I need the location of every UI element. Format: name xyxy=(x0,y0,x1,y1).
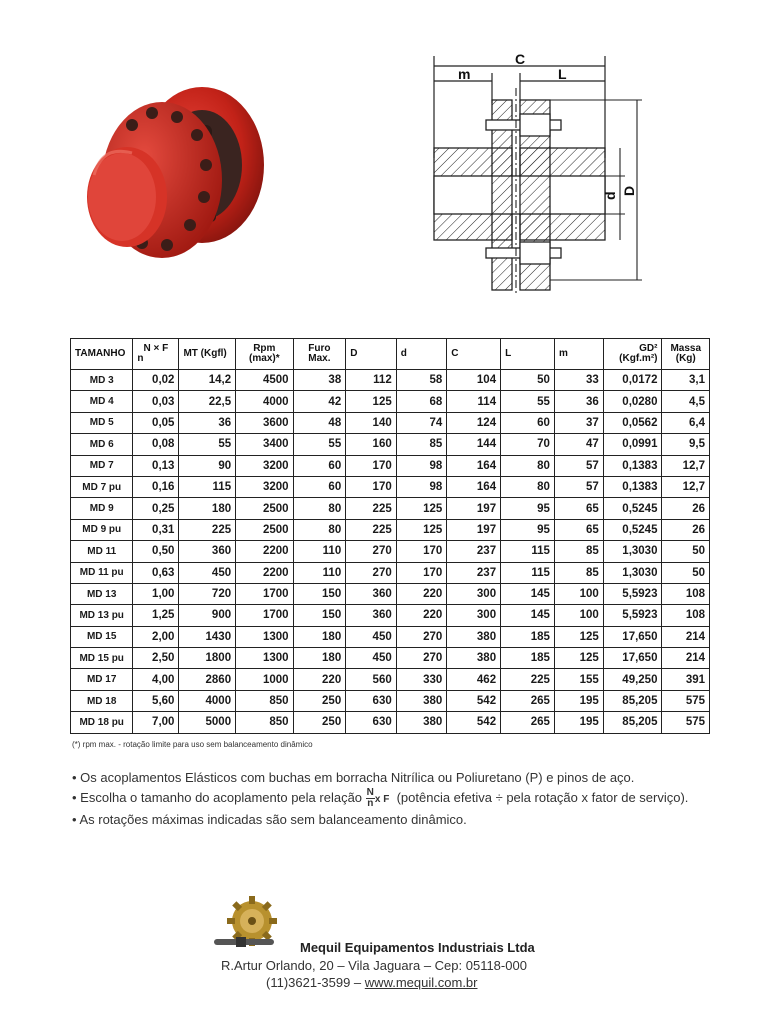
table-cell: 380 xyxy=(447,626,501,647)
table-cell: 220 xyxy=(293,669,346,690)
table-cell-tamanho: MD 11 xyxy=(71,541,133,562)
table-cell: 5,60 xyxy=(133,690,179,711)
note-item-rotation: • As rotações máximas indicadas são sem balanceamento dinâmico. xyxy=(72,810,688,830)
header-m: m xyxy=(554,339,603,370)
table-cell: 0,25 xyxy=(133,498,179,519)
table-cell: 0,1383 xyxy=(603,455,662,476)
table-cell-tamanho: MD 9 xyxy=(71,498,133,519)
table-cell: 155 xyxy=(554,669,603,690)
company-website-link[interactable]: www.mequil.com.br xyxy=(364,975,478,990)
header-c: C xyxy=(447,339,501,370)
table-cell: 60 xyxy=(293,455,346,476)
table-cell: 36 xyxy=(554,391,603,412)
header-nxf-top: N × F xyxy=(143,342,169,354)
table-cell: 115 xyxy=(501,562,555,583)
table-cell: 850 xyxy=(236,712,293,733)
table-cell-tamanho: MD 13 pu xyxy=(71,605,133,626)
table-cell: 42 xyxy=(293,391,346,412)
table-cell: 85 xyxy=(554,562,603,583)
table-cell-tamanho: MD 15 pu xyxy=(71,648,133,669)
mequil-gear-logo xyxy=(210,895,280,955)
table-row xyxy=(71,455,710,476)
table-cell: 2,50 xyxy=(133,648,179,669)
table-cell: 37 xyxy=(554,412,603,433)
table-cell: 4000 xyxy=(236,391,293,412)
table-cell: 50 xyxy=(662,541,710,562)
table-cell: 225 xyxy=(501,669,555,690)
table-cell: 164 xyxy=(447,455,501,476)
header-d-small: d xyxy=(396,339,447,370)
table-cell: 85,205 xyxy=(603,712,662,733)
table-cell: 2500 xyxy=(236,519,293,540)
table-cell: 57 xyxy=(554,455,603,476)
table-cell: 300 xyxy=(447,605,501,626)
header-furo: Furo Max. xyxy=(293,339,346,370)
table-cell: 115 xyxy=(179,476,236,497)
table-cell: 170 xyxy=(396,541,447,562)
table-cell: 55 xyxy=(293,434,346,455)
table-cell: 1430 xyxy=(179,626,236,647)
table-row xyxy=(71,648,710,669)
table-cell: 1,3030 xyxy=(603,562,662,583)
table-cell: 270 xyxy=(396,648,447,669)
table-cell: 90 xyxy=(179,455,236,476)
table-cell: 125 xyxy=(396,498,447,519)
company-address: R.Artur Orlando, 20 – Vila Jaguara – Cep: 05118-000 xyxy=(221,958,527,973)
table-cell: 542 xyxy=(447,690,501,711)
table-cell: 160 xyxy=(346,434,397,455)
table-cell: 26 xyxy=(662,498,710,519)
table-cell: 108 xyxy=(662,605,710,626)
footnote-rpm: (*) rpm max. - rotação limite para uso sem balanceamento dinâmico xyxy=(72,740,313,749)
table-cell: 3200 xyxy=(236,455,293,476)
table-cell: 50 xyxy=(662,562,710,583)
table-cell: 98 xyxy=(396,476,447,497)
company-contact xyxy=(266,975,478,990)
table-cell: 220 xyxy=(396,583,447,604)
table-row xyxy=(71,391,710,412)
table-cell: 265 xyxy=(501,712,555,733)
table-cell: 380 xyxy=(447,648,501,669)
table-cell: 38 xyxy=(293,370,346,391)
formula-fraction xyxy=(366,788,375,809)
table-cell: 330 xyxy=(396,669,447,690)
table-row xyxy=(71,562,710,583)
table-cell: 2200 xyxy=(236,541,293,562)
table-cell: 300 xyxy=(447,583,501,604)
table-cell: 575 xyxy=(662,712,710,733)
table-cell: 5,5923 xyxy=(603,583,662,604)
header-nxf-bottom: n xyxy=(137,353,144,364)
table-cell: 65 xyxy=(554,519,603,540)
table-cell: 560 xyxy=(346,669,397,690)
note-item-material: • Os acoplamentos Elásticos com buchas em borracha Nitrílica ou Poliuretano (P) e pinos de aço. xyxy=(72,768,688,788)
table-cell: 214 xyxy=(662,648,710,669)
dimension-label-d-small: d xyxy=(602,191,618,200)
table-cell: 49,250 xyxy=(603,669,662,690)
header-mt: MT (Kgfl) xyxy=(179,339,236,370)
table-cell: 237 xyxy=(447,562,501,583)
header-tamanho: TAMANHO xyxy=(71,339,133,370)
table-cell: 1800 xyxy=(179,648,236,669)
table-cell: 145 xyxy=(501,583,555,604)
table-cell: 58 xyxy=(396,370,447,391)
table-cell: 3400 xyxy=(236,434,293,455)
table-cell: 124 xyxy=(447,412,501,433)
table-cell: 60 xyxy=(501,412,555,433)
table-cell-tamanho: MD 7 pu xyxy=(71,476,133,497)
table-cell: 1,25 xyxy=(133,605,179,626)
table-cell: 1300 xyxy=(236,626,293,647)
table-cell: 237 xyxy=(447,541,501,562)
table-cell: 0,0280 xyxy=(603,391,662,412)
table-cell: 197 xyxy=(447,519,501,540)
table-cell: 164 xyxy=(447,476,501,497)
table-cell: 50 xyxy=(501,370,555,391)
table-cell: 68 xyxy=(396,391,447,412)
table-cell: 0,0172 xyxy=(603,370,662,391)
table-cell: 4000 xyxy=(179,690,236,711)
table-cell: 2500 xyxy=(236,498,293,519)
table-cell: 140 xyxy=(346,412,397,433)
table-cell: 4,00 xyxy=(133,669,179,690)
table-cell: 5000 xyxy=(179,712,236,733)
table-cell: 250 xyxy=(293,712,346,733)
table-cell: 180 xyxy=(179,498,236,519)
table-cell: 114 xyxy=(447,391,501,412)
table-cell: 720 xyxy=(179,583,236,604)
table-row xyxy=(71,605,710,626)
coupling-photo xyxy=(82,85,272,270)
table-cell: 150 xyxy=(293,583,346,604)
table-cell: 542 xyxy=(447,712,501,733)
table-cell: 0,05 xyxy=(133,412,179,433)
table-cell: 65 xyxy=(554,498,603,519)
table-cell: 265 xyxy=(501,690,555,711)
table-cell: 12,7 xyxy=(662,455,710,476)
note-selection-text: Escolha o tamanho do acoplamento pela relação xyxy=(80,790,363,805)
header-nxf xyxy=(133,339,179,370)
table-cell: 1000 xyxy=(236,669,293,690)
table-cell: 170 xyxy=(346,476,397,497)
table-cell: 185 xyxy=(501,626,555,647)
table-cell: 55 xyxy=(501,391,555,412)
table-cell: 33 xyxy=(554,370,603,391)
table-cell: 0,5245 xyxy=(603,498,662,519)
table-cell: 170 xyxy=(396,562,447,583)
table-cell: 2860 xyxy=(179,669,236,690)
table-cell: 3,1 xyxy=(662,370,710,391)
table-cell: 270 xyxy=(396,626,447,647)
dimension-label-c: C xyxy=(515,51,526,67)
table-cell: 85 xyxy=(554,541,603,562)
table-cell: 80 xyxy=(501,476,555,497)
table-cell: 360 xyxy=(346,605,397,626)
table-cell: 630 xyxy=(346,690,397,711)
table-cell: 2,00 xyxy=(133,626,179,647)
header-massa: Massa (Kg) xyxy=(662,339,710,370)
table-cell: 125 xyxy=(554,648,603,669)
table-cell: 1700 xyxy=(236,583,293,604)
table-cell: 85 xyxy=(396,434,447,455)
table-row xyxy=(71,583,710,604)
table-cell: 150 xyxy=(293,605,346,626)
table-cell: 270 xyxy=(346,562,397,583)
company-phone: (11)3621-3599 – xyxy=(266,975,362,990)
table-cell: 47 xyxy=(554,434,603,455)
table-cell: 104 xyxy=(447,370,501,391)
table-cell: 450 xyxy=(346,626,397,647)
table-cell: 70 xyxy=(501,434,555,455)
table-cell: 12,7 xyxy=(662,476,710,497)
table-row xyxy=(71,498,710,519)
table-cell: 380 xyxy=(396,690,447,711)
table-cell: 225 xyxy=(346,498,397,519)
formula-factor: x F xyxy=(374,794,390,805)
dimension-label-d-large: D xyxy=(621,185,637,196)
table-row xyxy=(71,669,710,690)
table-cell: 575 xyxy=(662,690,710,711)
table-cell: 125 xyxy=(346,391,397,412)
table-cell: 4500 xyxy=(236,370,293,391)
table-cell: 1300 xyxy=(236,648,293,669)
table-cell: 6,4 xyxy=(662,412,710,433)
table-cell-tamanho: MD 3 xyxy=(71,370,133,391)
table-cell: 100 xyxy=(554,583,603,604)
table-cell: 360 xyxy=(346,583,397,604)
table-cell: 185 xyxy=(501,648,555,669)
table-cell-tamanho: MD 4 xyxy=(71,391,133,412)
table-cell: 60 xyxy=(293,476,346,497)
table-cell: 36 xyxy=(179,412,236,433)
table-cell: 57 xyxy=(554,476,603,497)
table-cell: 5,5923 xyxy=(603,605,662,626)
table-cell: 17,650 xyxy=(603,648,662,669)
table-cell-tamanho: MD 13 xyxy=(71,583,133,604)
table-cell: 1,00 xyxy=(133,583,179,604)
table-cell: 0,1383 xyxy=(603,476,662,497)
table-cell: 360 xyxy=(179,541,236,562)
table-cell: 250 xyxy=(293,690,346,711)
table-cell: 9,5 xyxy=(662,434,710,455)
table-cell: 450 xyxy=(346,648,397,669)
dimension-label-l: L xyxy=(558,66,567,82)
table-cell-tamanho: MD 6 xyxy=(71,434,133,455)
table-cell: 225 xyxy=(346,519,397,540)
table-row xyxy=(71,476,710,497)
table-cell-tamanho: MD 9 pu xyxy=(71,519,133,540)
table-cell: 270 xyxy=(346,541,397,562)
dimension-label-m: m xyxy=(458,66,471,82)
table-cell: 0,31 xyxy=(133,519,179,540)
table-cell: 197 xyxy=(447,498,501,519)
table-cell: 0,03 xyxy=(133,391,179,412)
table-header-row xyxy=(71,339,710,370)
table-row xyxy=(71,519,710,540)
table-cell: 3200 xyxy=(236,476,293,497)
table-cell: 4,5 xyxy=(662,391,710,412)
table-cell: 0,02 xyxy=(133,370,179,391)
table-row xyxy=(71,626,710,647)
table-cell: 125 xyxy=(396,519,447,540)
specifications-table xyxy=(70,338,710,734)
table-cell: 144 xyxy=(447,434,501,455)
company-name: Mequil Equipamentos Industriais Ltda xyxy=(300,940,535,955)
table-cell: 630 xyxy=(346,712,397,733)
table-cell: 1,3030 xyxy=(603,541,662,562)
table-cell: 0,0991 xyxy=(603,434,662,455)
table-cell: 110 xyxy=(293,562,346,583)
table-cell: 0,13 xyxy=(133,455,179,476)
table-cell: 145 xyxy=(501,605,555,626)
table-cell: 7,00 xyxy=(133,712,179,733)
header-d-large: D xyxy=(346,339,397,370)
table-row xyxy=(71,412,710,433)
table-cell: 55 xyxy=(179,434,236,455)
table-cell: 225 xyxy=(179,519,236,540)
table-row xyxy=(71,712,710,733)
table-cell: 110 xyxy=(293,541,346,562)
table-cell: 380 xyxy=(396,712,447,733)
table-cell-tamanho: MD 5 xyxy=(71,412,133,433)
table-cell: 95 xyxy=(501,498,555,519)
table-cell: 180 xyxy=(293,648,346,669)
table-cell: 80 xyxy=(501,455,555,476)
table-cell: 98 xyxy=(396,455,447,476)
table-cell: 115 xyxy=(501,541,555,562)
table-cell: 850 xyxy=(236,690,293,711)
header-l: L xyxy=(501,339,555,370)
table-cell: 900 xyxy=(179,605,236,626)
table-row xyxy=(71,541,710,562)
table-cell: 1700 xyxy=(236,605,293,626)
table-cell: 17,650 xyxy=(603,626,662,647)
coupling-technical-drawing xyxy=(420,48,650,298)
note-selection-explanation: (potência efetiva ÷ pela rotação x fator de serviço). xyxy=(396,790,689,805)
table-cell: 0,50 xyxy=(133,541,179,562)
table-cell-tamanho: MD 11 pu xyxy=(71,562,133,583)
header-gd: GD² (Kgf.m²) xyxy=(603,339,662,370)
table-cell: 112 xyxy=(346,370,397,391)
table-cell-tamanho: MD 18 pu xyxy=(71,712,133,733)
table-cell-tamanho: MD 18 xyxy=(71,690,133,711)
table-cell: 80 xyxy=(293,498,346,519)
table-cell: 0,16 xyxy=(133,476,179,497)
formula-denominator: n xyxy=(367,798,374,810)
table-cell: 0,0562 xyxy=(603,412,662,433)
table-row xyxy=(71,690,710,711)
formula-numerator: N xyxy=(366,787,374,799)
table-cell-tamanho: MD 7 xyxy=(71,455,133,476)
table-cell: 0,5245 xyxy=(603,519,662,540)
table-cell: 108 xyxy=(662,583,710,604)
table-cell: 170 xyxy=(346,455,397,476)
table-row xyxy=(71,434,710,455)
table-cell: 85,205 xyxy=(603,690,662,711)
table-cell-tamanho: MD 17 xyxy=(71,669,133,690)
table-cell: 3600 xyxy=(236,412,293,433)
table-cell: 2200 xyxy=(236,562,293,583)
table-cell: 125 xyxy=(554,626,603,647)
table-cell: 195 xyxy=(554,712,603,733)
table-body xyxy=(71,370,710,734)
table-cell: 74 xyxy=(396,412,447,433)
table-cell: 22,5 xyxy=(179,391,236,412)
table-row xyxy=(71,370,710,391)
table-cell: 26 xyxy=(662,519,710,540)
table-cell: 14,2 xyxy=(179,370,236,391)
table-cell: 100 xyxy=(554,605,603,626)
table-cell: 195 xyxy=(554,690,603,711)
table-cell: 180 xyxy=(293,626,346,647)
table-cell: 214 xyxy=(662,626,710,647)
table-cell: 48 xyxy=(293,412,346,433)
header-rpm: Rpm (max)* xyxy=(236,339,293,370)
note-item-selection xyxy=(72,788,688,810)
table-cell: 0,08 xyxy=(133,434,179,455)
table-cell: 391 xyxy=(662,669,710,690)
table-cell: 462 xyxy=(447,669,501,690)
table-cell-tamanho: MD 15 xyxy=(71,626,133,647)
notes-list xyxy=(72,768,688,830)
table-cell: 220 xyxy=(396,605,447,626)
table-cell: 95 xyxy=(501,519,555,540)
table-cell: 450 xyxy=(179,562,236,583)
table-cell: 80 xyxy=(293,519,346,540)
table-cell: 0,63 xyxy=(133,562,179,583)
